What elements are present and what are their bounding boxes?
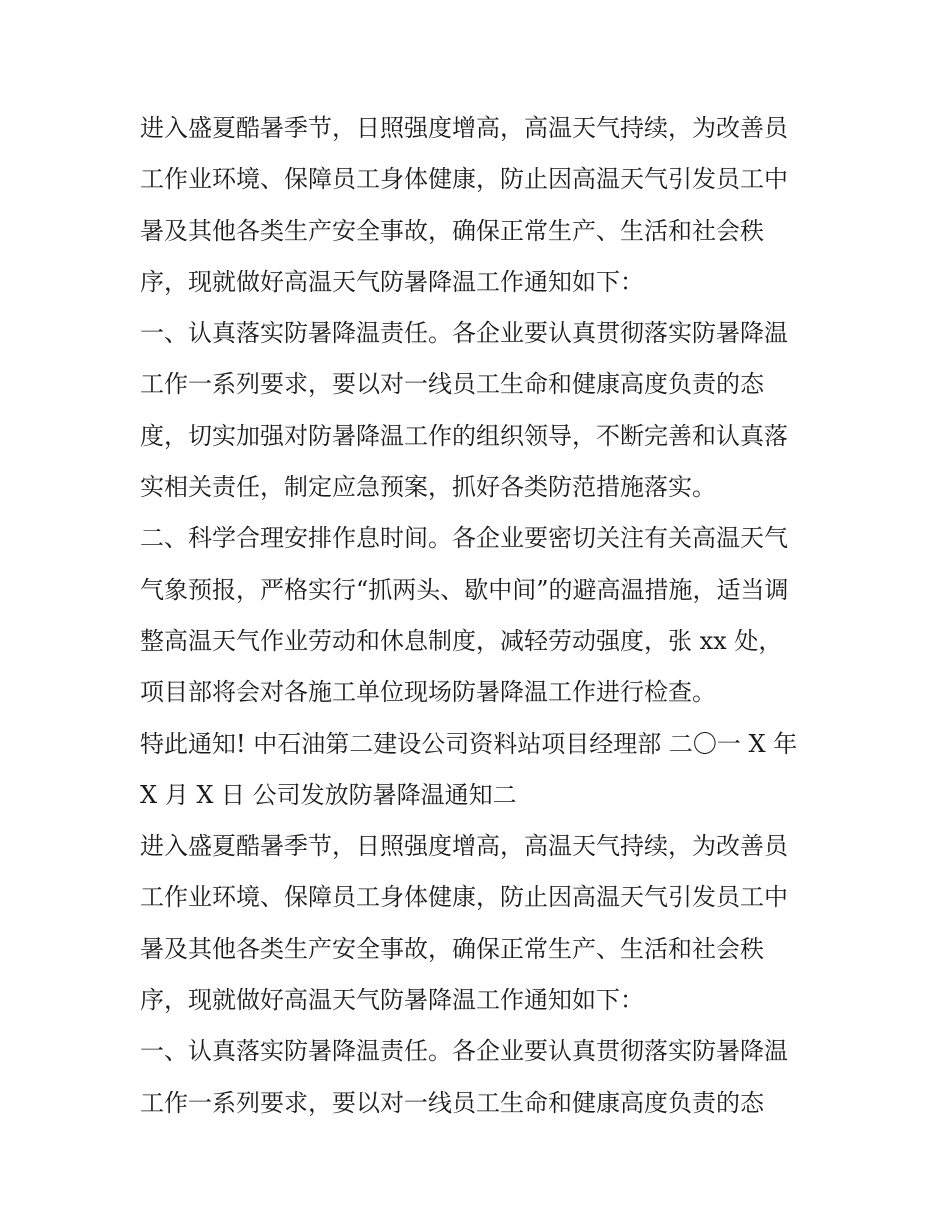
text-line: 一、认真落实防暑降温责任。各企业要认真贯彻落实防暑降温 [140, 1037, 788, 1066]
text-line: 暑及其他各类生产安全事故，确保正常生产、生活和社会秩 [140, 934, 764, 963]
text-line: 特此通知! 中石油第二建设公司资料站项目经理部 二〇一 X 年 [140, 729, 798, 758]
text-line: 工作业环境、保障员工身体健康，防止因高温天气引发员工中 [140, 883, 788, 912]
text-line: 序，现就做好高温天气防暑降温工作通知如下： [140, 986, 644, 1015]
text-line: X 月 X 日 公司发放防暑降温通知二 [140, 780, 517, 809]
text-line: 度，切实加强对防暑降温工作的组织领导，不断完善和认真落 [140, 421, 788, 450]
text-line: 一、认真落实防暑降温责任。各企业要认真贯彻落实防暑降温 [140, 319, 788, 348]
text-line: 工作一系列要求，要以对一线员工生命和健康高度负责的态 [140, 1088, 764, 1117]
text-line: 二、科学合理安排作息时间。各企业要密切关注有关高温天气 [140, 524, 788, 553]
document-body [140, 103, 812, 1129]
text-line: 工作一系列要求，要以对一线员工生命和健康高度负责的态 [140, 370, 764, 399]
text-line: 进入盛夏酷暑季节，日照强度增高，高温天气持续，为改善员 [140, 114, 788, 142]
text-line: 项目部将会对各施工单位现场防暑降温工作进行检查。 [140, 678, 716, 707]
text-line: 实相关责任，制定应急预案，抓好各类防范措施落实。 [140, 473, 716, 502]
text-line: 序，现就做好高温天气防暑降温工作通知如下： [140, 267, 644, 296]
text-line: 气象预报，严格实行“抓两头、歇中间”的避高温措施，适当调 [140, 575, 789, 604]
text-line: 工作业环境、保障员工身体健康，防止因高温天气引发员工中 [140, 165, 788, 194]
text-line: 进入盛夏酷暑季节，日照强度增高，高温天气持续，为改善员 [140, 832, 788, 861]
text-line: 整高温天气作业劳动和休息制度，减轻劳动强度，张 xx 处， [140, 626, 783, 655]
text-line: 暑及其他各类生产安全事故，确保正常生产、生活和社会秩 [140, 216, 764, 245]
